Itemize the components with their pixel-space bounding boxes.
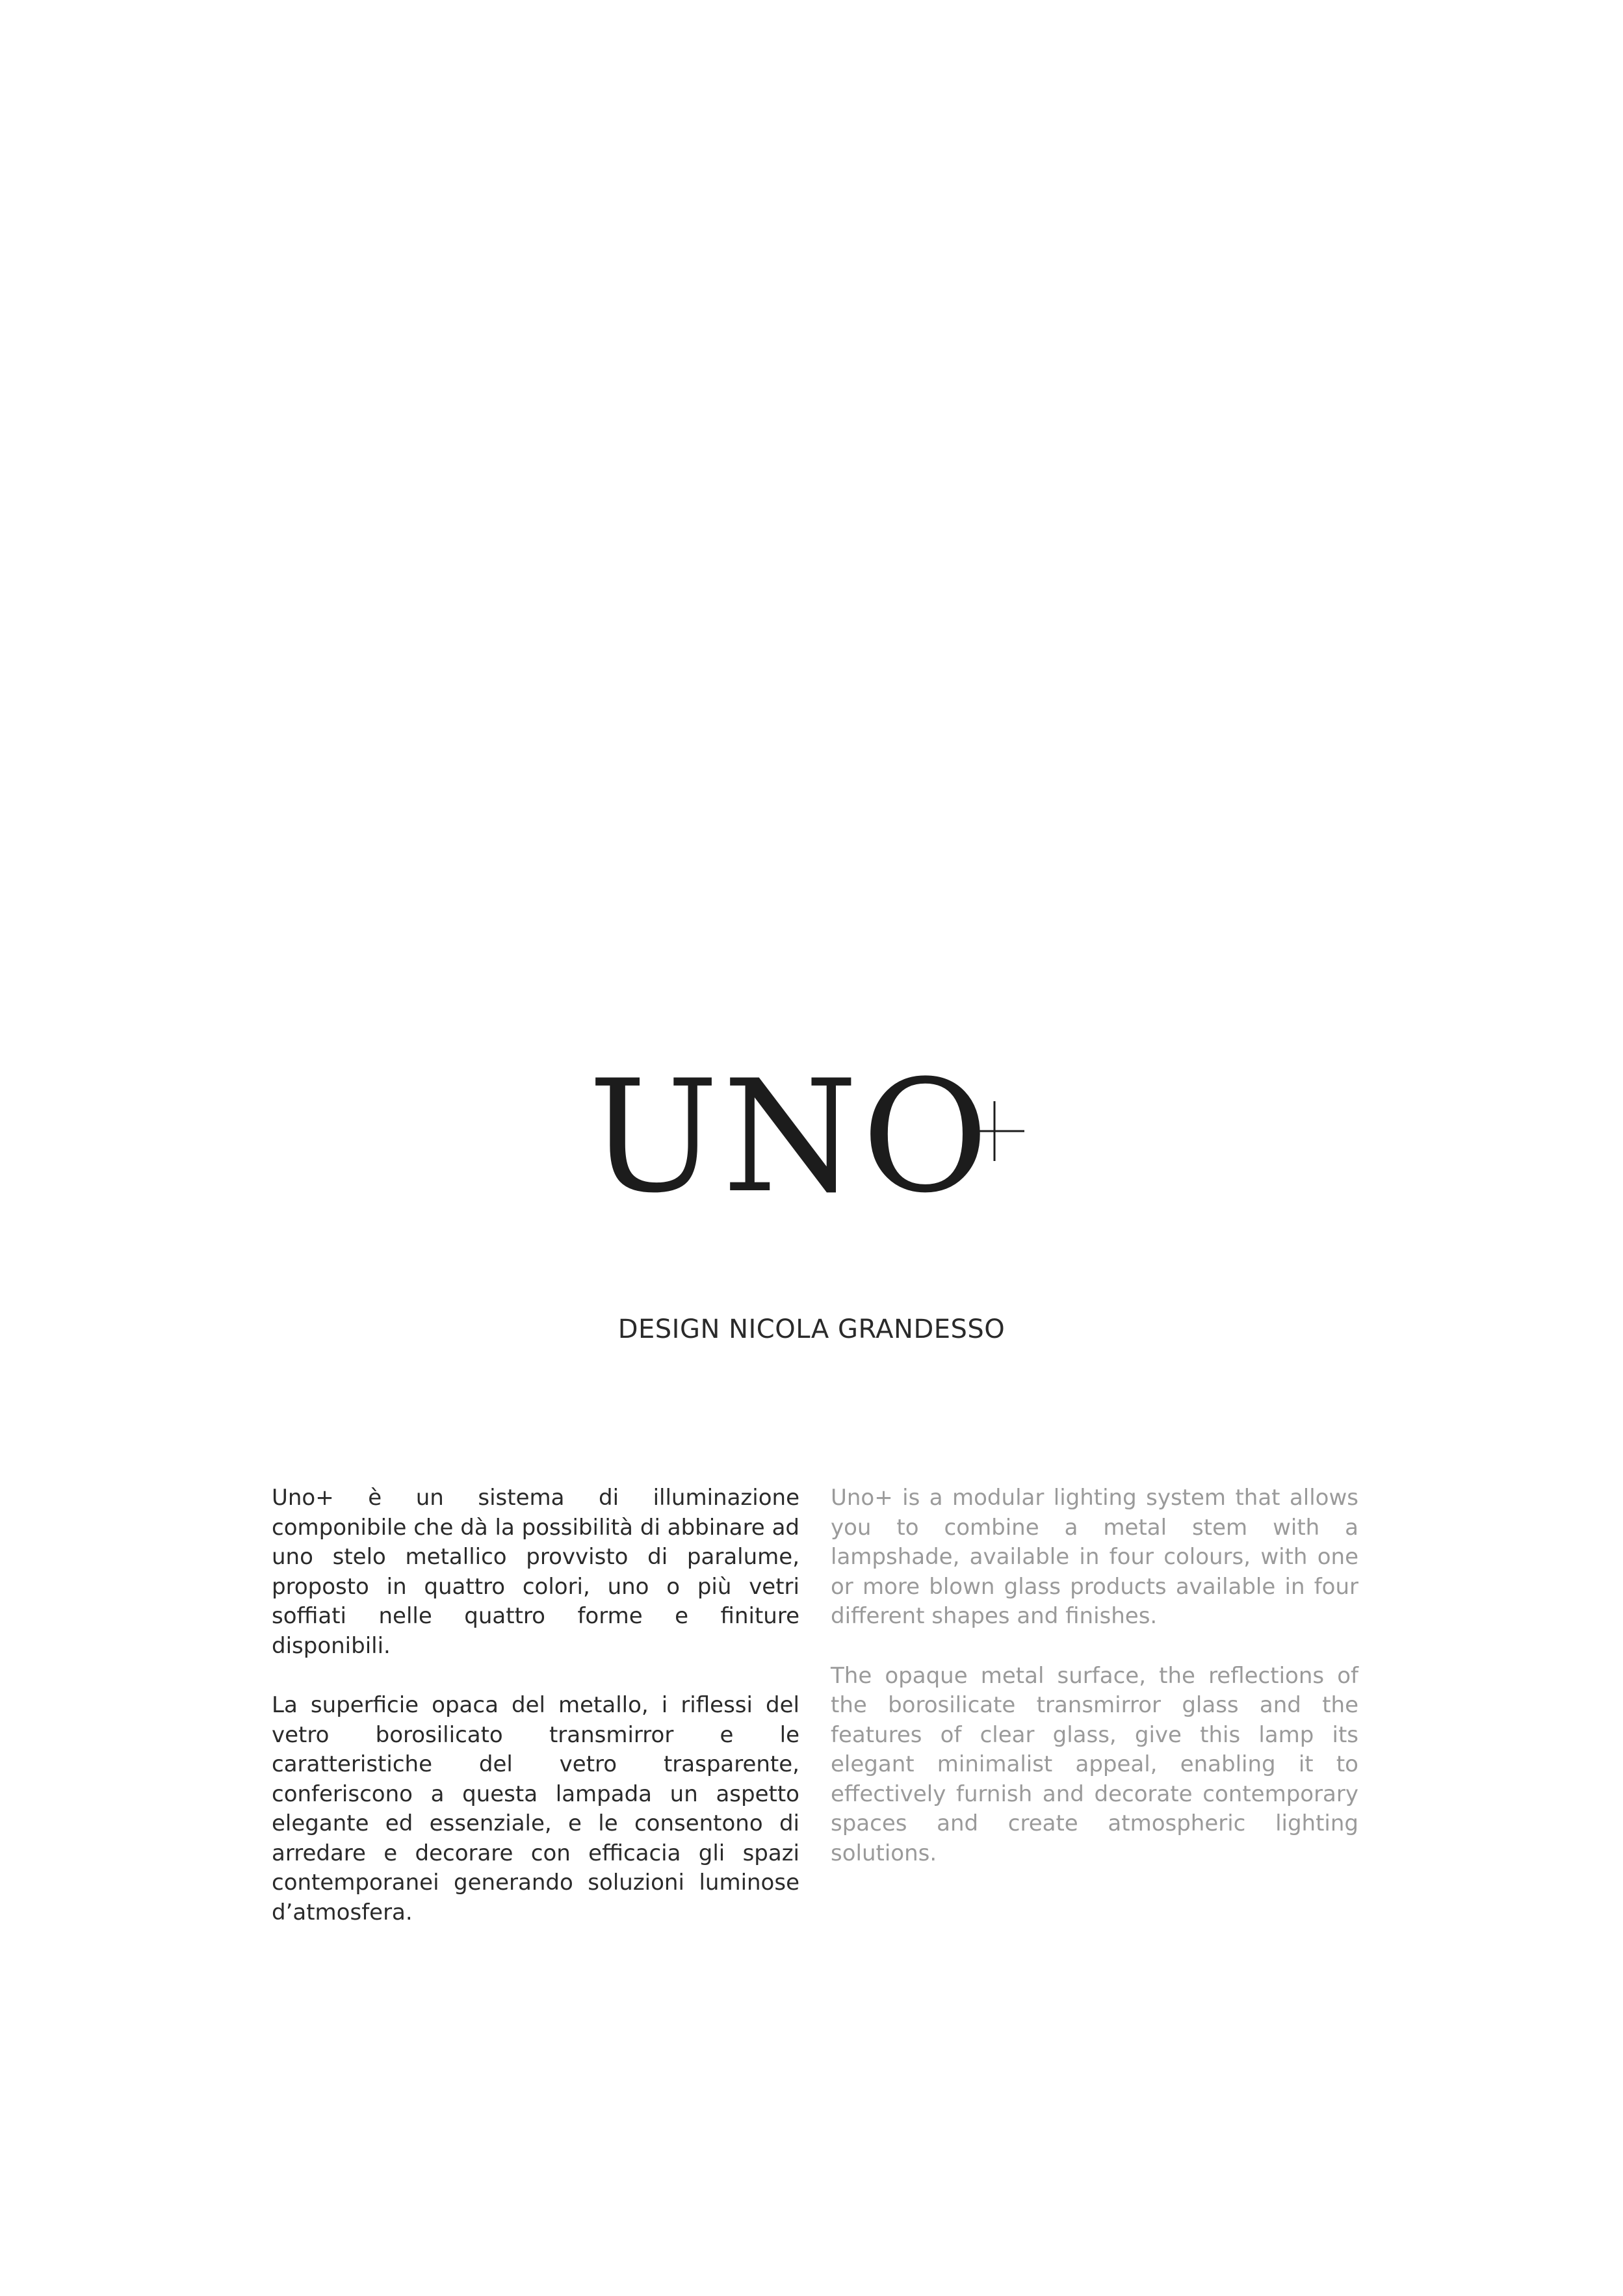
product-logo [588,1047,1043,1227]
designer-credit: DESIGN NICOLA GRANDESSO [617,1314,1006,1344]
logo-wordmark: UNO [588,1047,993,1227]
italian-description [272,1483,799,1957]
english-paragraph-2: The opaque metal surface, the reflections of the borosilicate transmirror glass and the features of clear glass, give this lamp its elegant minimalist appeal, enabling it to effectively furnish and decorate contemporary spaces and create atmospheric lighting solutions. [831,1662,1358,1866]
english-description [831,1483,1358,1898]
english-paragraph-1: Uno+ is a modular lighting system that allows you to combine a metal stem with a lampshade, available in four colours, with one or more blown glass products available in four different shapes and finishes. [831,1485,1358,1629]
logo-plus-icon [962,1099,1027,1164]
italian-paragraph-2: La superficie opaca del metallo, i riflessi del vetro borosilicato transmirror e le caratteristiche del vetro trasparente, conferiscono a questa lampada un aspetto elegante ed essenziale, e le consentono di arredare e decorare con efficacia gli spazi contemporanei generando soluzioni luminose d’atmosfera. [272,1692,799,1925]
italian-paragraph-1: Uno+ è un sistema di illuminazione componibile che dà la possibilità di abbinare ad uno stelo metallico provvisto di paralume, proposto in quattro colori, uno o più vetri soffiati nelle quattro forme e finiture disponibili. [272,1485,799,1659]
